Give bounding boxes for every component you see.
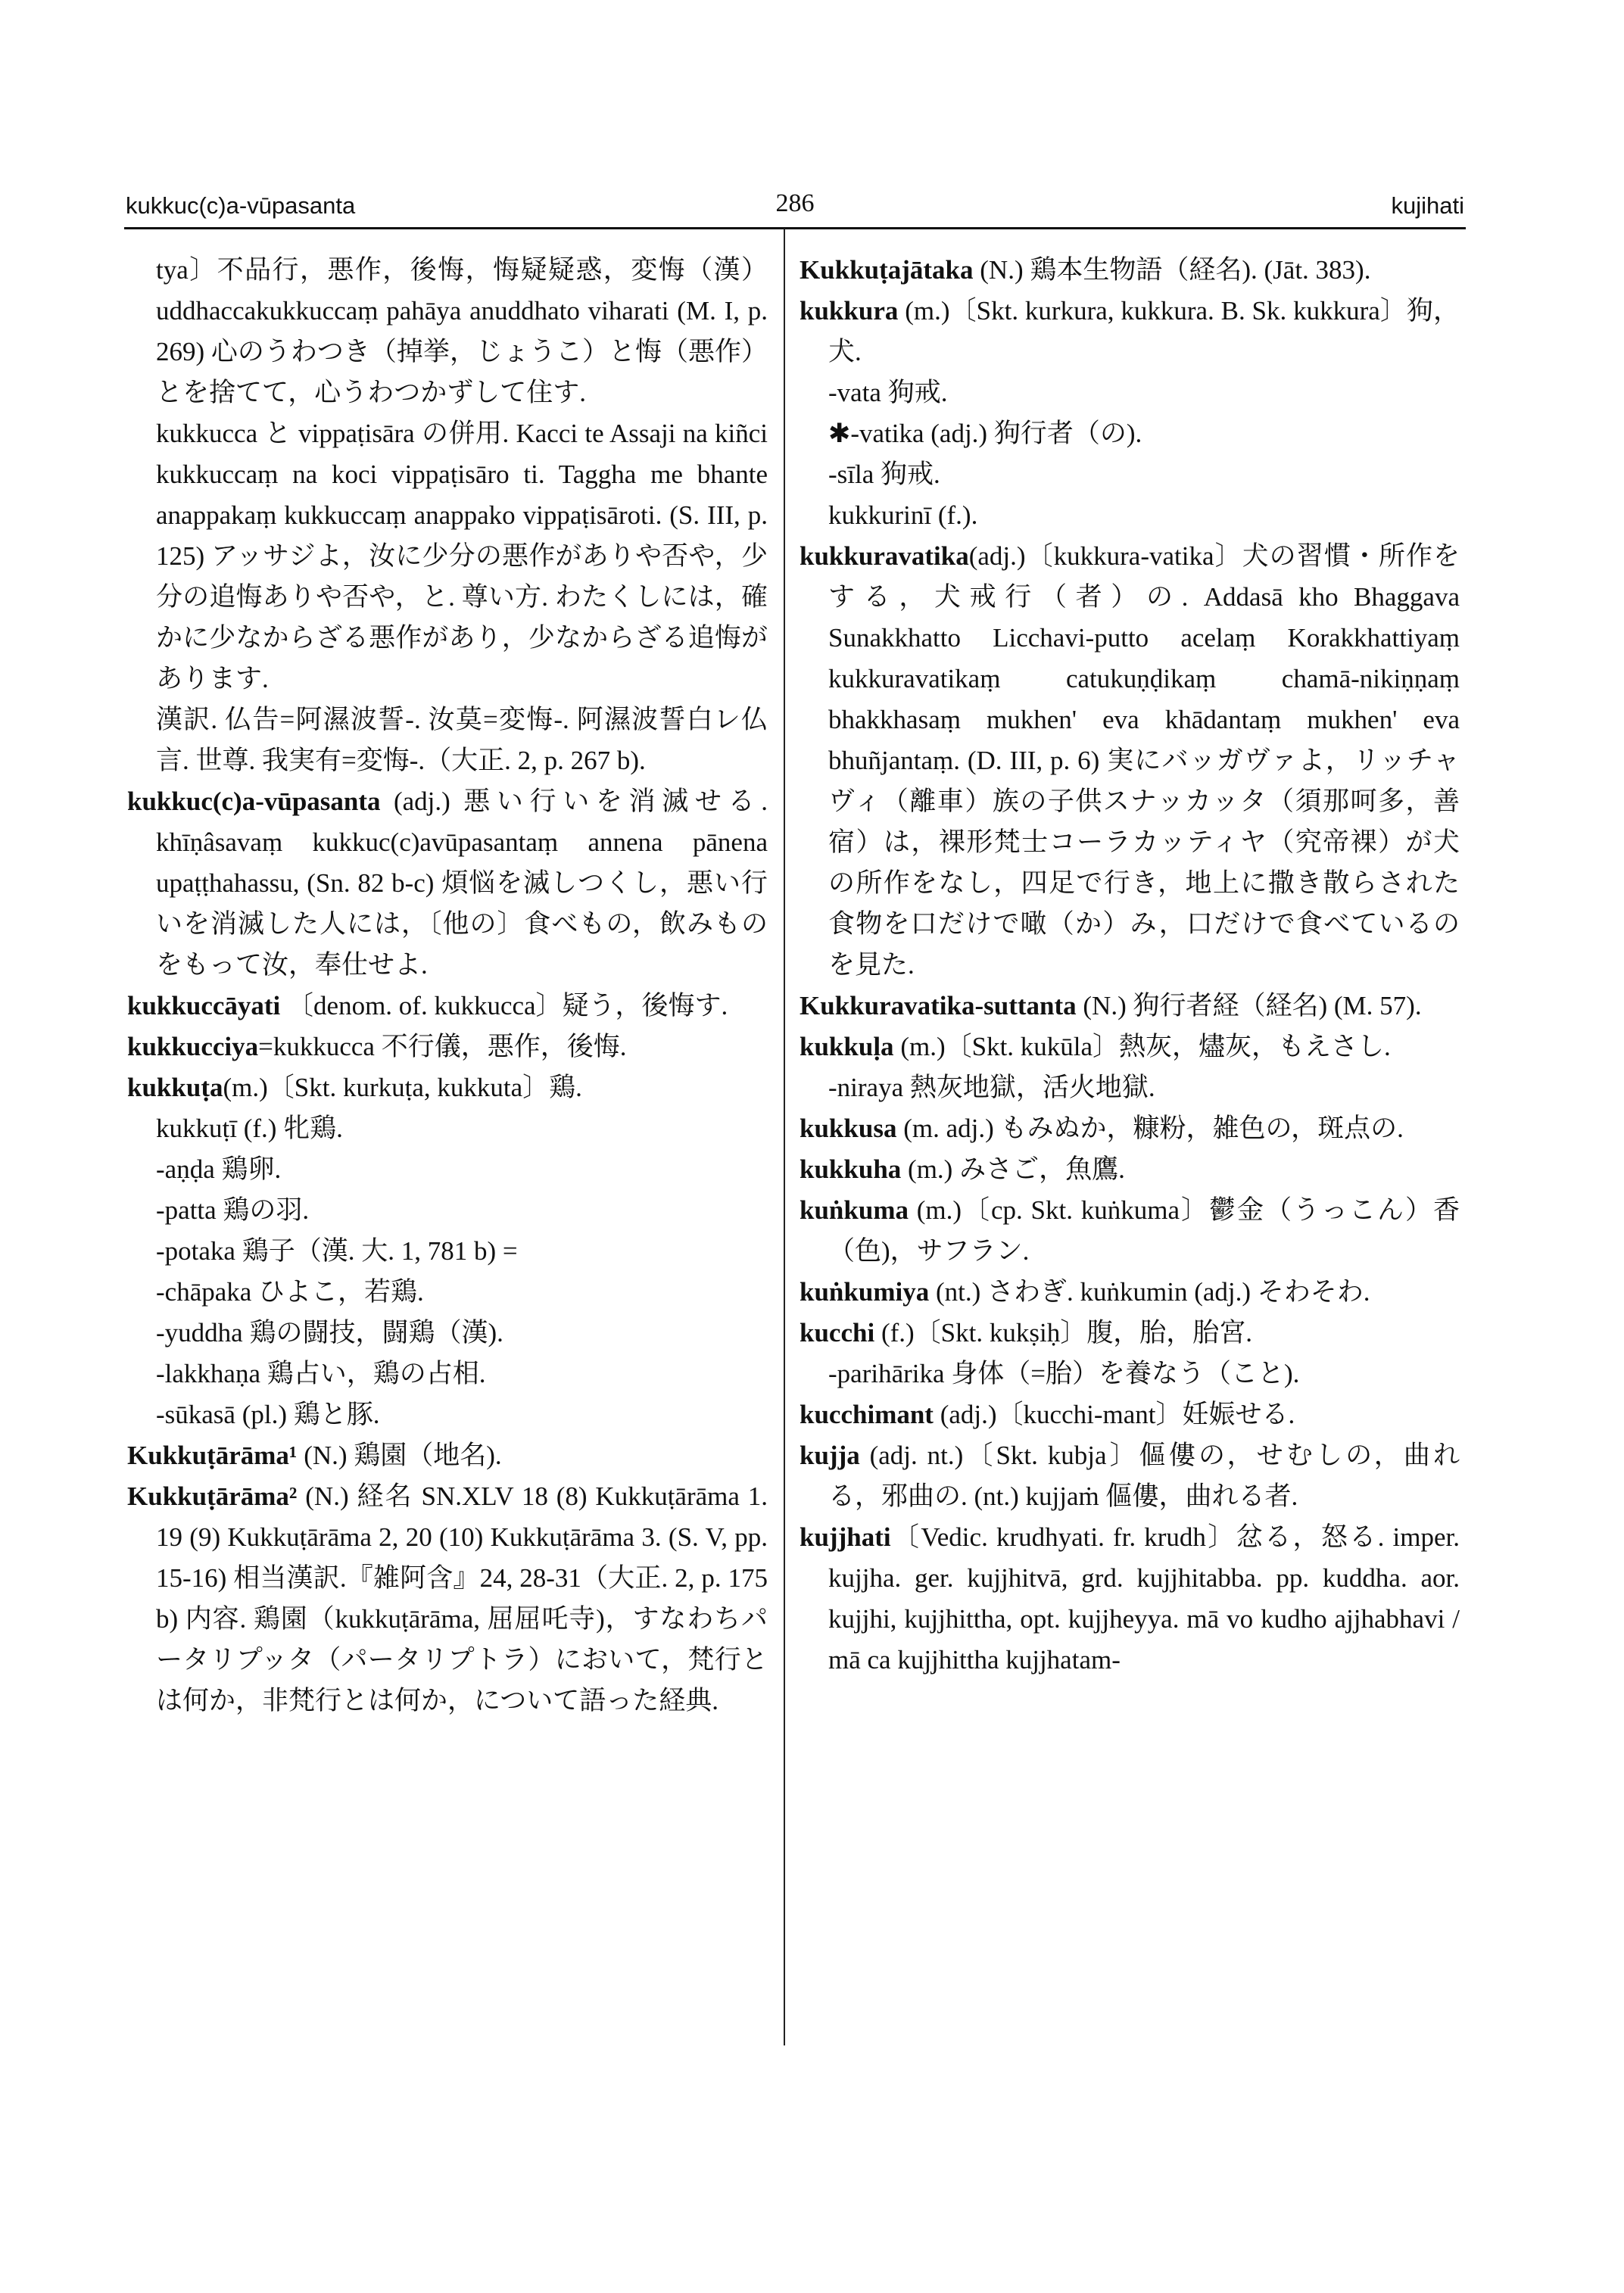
entry-text: -chāpaka ひよこ，若鶏.	[156, 1277, 424, 1307]
dictionary-entry	[127, 1027, 768, 1067]
entry-text: (nt.) さわぎ. kuṅkumin (adj.) そわそわ.	[929, 1277, 1370, 1307]
dictionary-entry	[800, 1108, 1460, 1149]
entry-subline	[800, 495, 1460, 536]
entry-text: (m.)〔Skt. kurkuṭa, kukkuta〕鶏.	[223, 1073, 582, 1102]
headword: kucchimant	[800, 1400, 934, 1429]
dictionary-entry	[800, 1394, 1460, 1435]
headword: Kukkuṭārāma²	[127, 1481, 298, 1511]
right-column	[800, 250, 1460, 1681]
headword: kuṅkumiya	[800, 1277, 930, 1307]
entry-text: (m.)〔cp. Skt. kuṅkuma〕鬱金（うっこん）香（色)，サフラン.	[828, 1195, 1460, 1266]
dictionary-entry	[800, 1272, 1460, 1313]
entry-text: (m.) みさご，魚鷹.	[901, 1154, 1125, 1184]
entry-text: (N.) 狗行者経（経名) (M. 57).	[1076, 991, 1422, 1020]
dictionary-entry	[800, 986, 1460, 1027]
entry-text: kukkurinī (f.).	[828, 500, 978, 530]
dictionary-entry	[800, 1149, 1460, 1190]
dictionary-entry	[800, 250, 1460, 291]
entry-subline	[127, 250, 768, 413]
left-column	[127, 250, 768, 1721]
entry-subline	[127, 413, 768, 699]
dictionary-entry	[127, 1067, 768, 1108]
headword: kucchi	[800, 1318, 875, 1347]
headword: kukkuccāyati	[127, 991, 281, 1020]
entry-subline	[127, 1272, 768, 1313]
entry-text: kukkucca と vippaṭisāra の併用. Kacci te Assaji na kiñci kukkuccaṃ na koci vippaṭisāro ti. Taggha me bhante anappakaṃ kukkuccaṃ anappako vippaṭisāroti. (S. III, p. 125) アッサジよ，汝に少分の悪作がありや否や，少分の追悔ありや否や，と. 尊い方. わたくしには，確かに少なからざる悪作があり，少なからざる追悔があります.	[156, 419, 768, 693]
entry-text: -parihārika 身体（=胎）を養なう（こと).	[828, 1359, 1300, 1388]
headword: Kukkuṭārāma¹	[127, 1441, 298, 1470]
entry-text: tya〕不品行，悪作，後悔，悔疑疑惑，変悔（漢）uddhaccakukkuccaṃ pahāya anuddhato viharati (M. I, p. 269) 心のうわつき（掉挙，じょうこ）と悔（悪作）とを捨てて，心うわつかずして住す.	[156, 255, 768, 407]
entry-text: (N.) 鶏本生物語（経名). (Jāt. 383).	[973, 255, 1371, 285]
entry-subline	[800, 372, 1460, 413]
header-rule	[124, 227, 1466, 229]
entry-text: -sīla 狗戒.	[828, 460, 940, 489]
dictionary-entry	[127, 781, 768, 986]
entry-subline	[127, 1149, 768, 1190]
entry-text: -sūkasā (pl.) 鶏と豚.	[156, 1400, 380, 1429]
entry-text: =kukkucca 不行儀，悪作，後悔.	[258, 1032, 627, 1061]
entry-subline	[127, 1108, 768, 1149]
entry-text: (adj.) 悪い行いを消滅せる. khīṇâsavaṃ kukkuc(c)avūpasantaṃ annena pānena upaṭṭhahassu, (Sn. 82 b-c) 煩悩を滅しつくし，悪い行いを消滅した人には，〔他の〕食べもの，飲みものをもって汝，奉仕せよ.	[156, 787, 768, 980]
page-number: 286	[775, 189, 815, 217]
entry-text: (adj. nt.)〔Skt. kubja〕傴僂の，せむしの，曲れる，邪曲の. (nt.) kujjaṁ 傴僂，曲れる者.	[828, 1441, 1460, 1511]
entry-text: (adj.)〔kucchi-mant〕妊娠せる.	[933, 1400, 1295, 1429]
running-header	[126, 188, 1464, 226]
dictionary-entry	[127, 986, 768, 1027]
entry-text: -aṇḍa 鶏卵.	[156, 1154, 282, 1184]
entry-subline	[127, 1394, 768, 1435]
entry-text: 〔Vedic. krudhyati. fr. krudh〕忿る，怒る. imper. kujjha. ger. kujjhitvā, grd. kujjhitabba. pp. kuddha. aor. kujjhi, kujjhittha, opt. kujjheyya. mā vo kudho ajjhabhavi / mā ca kujjhittha kujjhatam-	[828, 1522, 1460, 1675]
entry-text: (N.) 経名 SN.XLV 18 (8) Kukkuṭārāma 1. 19 (9) Kukkuṭārāma 2, 20 (10) Kukkuṭārāma 3. (S. V, pp. 15-16) 相当漢訳.『雑阿含』24, 28-31（大正. 2, p. 175 b) 内容. 鶏園（kukkuṭārāma, 屈屈吒寺)，すなわちパータリプッタ（パータリプトラ）において，梵行とは何か，非梵行とは何か，について語った経典.	[156, 1481, 768, 1715]
entry-subline	[800, 454, 1460, 495]
entry-text: (N.) 鶏園（地名).	[297, 1441, 502, 1470]
headword: Kukkuravatika-suttanta	[800, 991, 1077, 1020]
entry-subline	[800, 413, 1460, 454]
entry-text: (f.)〔Skt. kukṣiḥ〕腹，胎，胎宮.	[874, 1318, 1252, 1347]
headword: kujja	[800, 1441, 860, 1470]
entry-text: 〔denom. of. kukkucca〕疑う，後悔す.	[280, 991, 728, 1020]
headword: kukkucciya	[127, 1032, 259, 1061]
entry-text: ✱-vatika (adj.) 狗行者（の).	[828, 419, 1142, 448]
entry-text: -yuddha 鶏の闘技，闘鶏（漢).	[156, 1318, 503, 1347]
dictionary-entry	[800, 1027, 1460, 1067]
headword: kujjhati	[800, 1522, 891, 1552]
entry-subline	[127, 699, 768, 781]
headword: kukkuṭa	[127, 1073, 223, 1102]
column-divider	[784, 229, 785, 2045]
entry-text: (m. adj.) もみぬか，糠粉，雑色の，斑点の.	[896, 1114, 1404, 1143]
entry-subline	[127, 1313, 768, 1354]
entry-text: (adj.)〔kukkura-vatika〕犬の習慣・所作をする，犬戒行（者）の. Addasā kho Bhaggava Sunakkhatto Licchavi-putto acelaṃ Korakkhattiyaṃ kukkuravatikaṃ catukuṇḍikaṃ chamā-nikiṇṇaṃ bhakkhasaṃ mukhen' eva khādantaṃ mukhen' eva bhuñjantaṃ. (D. III, p. 6) 実にバッガヴァよ，リッチャヴィ（離車）族の子供スナッカッタ（須那呵多，善宿）は，裸形梵士コーラカッティヤ（究帝裸）が犬の所作をなし，四足で行き，地上に撒き散らされた食物を口だけで噉（か）み，口だけで食べているのを見た.	[828, 541, 1460, 980]
headword: kukkuḷa	[800, 1032, 894, 1061]
headword: kukkura	[800, 296, 899, 326]
entry-text: -niraya 熱灰地獄，活火地獄.	[828, 1073, 1155, 1102]
dictionary-entry	[127, 1435, 768, 1476]
entry-text: 漢訳. 仏告=阿濕波誓-. 汝莫=変悔-. 阿濕波誓白レ仏言. 世尊. 我実有=変悔-.（大正. 2, p. 267 b).	[156, 705, 768, 775]
dictionary-entry	[800, 1435, 1460, 1517]
headword: kukkuravatika	[800, 541, 969, 571]
dictionary-entry	[127, 1476, 768, 1721]
entry-text: (m.)〔Skt. kukūla〕熱灰，燼灰，もえさし.	[893, 1032, 1391, 1061]
entry-text: kukkuṭī (f.) 牝鶏.	[156, 1114, 343, 1143]
entry-text: -potaka 鶏子（漢. 大. 1, 781 b) =	[156, 1236, 518, 1266]
dictionary-entry	[800, 536, 1460, 986]
headword: kukkuc(c)a-vūpasanta	[127, 787, 381, 816]
entry-subline	[127, 1190, 768, 1231]
entry-text: -lakkhaṇa 鶏占い，鶏の占相.	[156, 1359, 486, 1388]
headword: kukkuha	[800, 1154, 902, 1184]
entry-text: (m.)〔Skt. kurkura, kukkura. B. Sk. kukkura〕狗，犬.	[828, 296, 1460, 366]
dictionary-entry	[800, 1190, 1460, 1272]
headword: kuṅkuma	[800, 1195, 909, 1225]
entry-subline	[127, 1231, 768, 1272]
header-left-guideword: kukkuc(c)a-vūpasanta	[126, 192, 356, 219]
dictionary-entry	[800, 1313, 1460, 1354]
entry-subline	[800, 1354, 1460, 1394]
entry-subline	[127, 1354, 768, 1394]
dictionary-entry	[800, 1517, 1460, 1681]
dictionary-entry	[800, 291, 1460, 372]
entry-subline	[800, 1067, 1460, 1108]
entry-text: -vata 狗戒.	[828, 378, 948, 407]
header-right-guideword: kujihati	[1391, 192, 1464, 219]
entry-text: -patta 鶏の羽.	[156, 1195, 310, 1225]
headword: Kukkuṭajātaka	[800, 255, 974, 285]
headword: kukkusa	[800, 1114, 897, 1143]
